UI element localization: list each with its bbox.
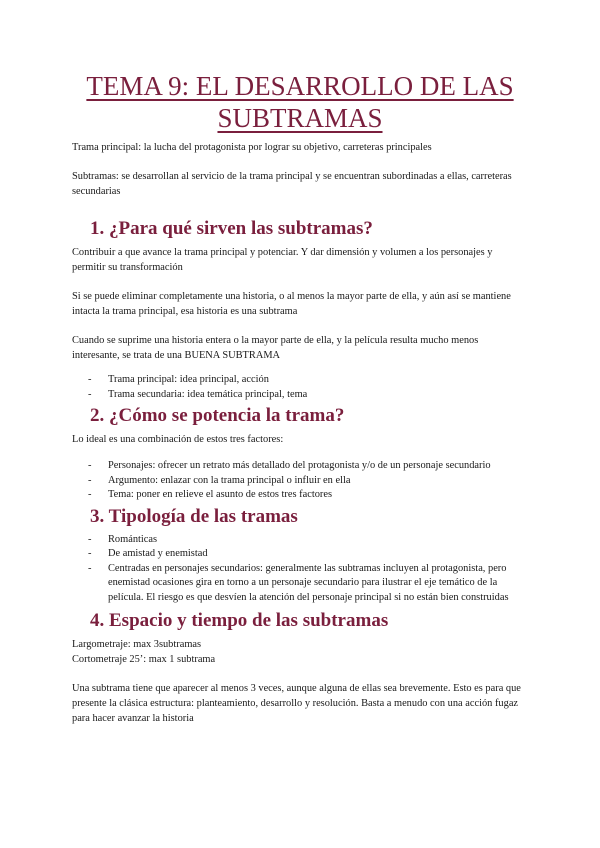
body-line: Cortometraje 25’: max 1 subtrama — [72, 654, 216, 665]
section-heading: 3. Tipología de las tramas — [90, 505, 298, 527]
section-heading: 1. ¿Para qué sirven las subtramas? — [90, 218, 373, 239]
list-item: - Tema: poner en relieve el asunto de estos tres factores — [88, 488, 528, 503]
intro-paragraph: Trama principal: la lucha del protagonista por lograr su objetivo, carreteras principales — [72, 142, 432, 153]
list-item: - Personajes: ofrecer un retrato más detallado del protagonista y/o de un personaje secundario — [88, 459, 528, 474]
list-item: - Centradas en personajes secundarios: generalmente las subtramas incluyen al protagonista, pero enemistad ocasiones gira en torno a un personaje secundario para ilustrar el eje temático de la película. El riesgo es que desvíen la atención del personaje principal si no están bien construidas — [88, 562, 528, 606]
list-item: - De amistad y enemistad — [88, 547, 528, 562]
bullet-list — [72, 459, 528, 503]
body-paragraph: Contribuir a que avance la trama principal y potenciar. Y dar dimensión y volumen a los personajes y permitir su transformación — [72, 247, 493, 273]
list-item: - Trama secundaria: idea temática principal, tema — [88, 388, 528, 403]
section-heading: 2. ¿Cómo se potencia la trama? — [90, 405, 345, 426]
bullet-list — [72, 533, 528, 606]
list-item: - Argumento: enlazar con la trama principal o influir en ella — [88, 474, 528, 489]
title-line-2: SUBTRAMAS — [217, 103, 383, 133]
body-paragraph: Cuando se suprime una historia entera o la mayor parte de ella, y la película resulta mucho menos interesante, se trata de una BUENA SUBTRAMA — [72, 335, 479, 361]
page-title — [72, 70, 528, 134]
body-paragraph: Si se puede eliminar completamente una historia, o al menos la mayor parte de ella, y aún así se mantiene intacta la trama principal, esa historia es una subtrama — [72, 291, 511, 317]
body-paragraph: Lo ideal es una combinación de estos tres factores: — [72, 434, 284, 445]
bullet-list — [72, 373, 528, 402]
body-line: Largometraje: max 3subtramas — [72, 639, 202, 650]
intro-paragraph: Subtramas: se desarrollan al servicio de la trama principal y se encuentran subordinadas a ellas, carreteras secundarias — [72, 171, 512, 197]
body-paragraph: Una subtrama tiene que aparecer al menos 3 veces, aunque alguna de ellas sea brevemente. Esto es para que presente la clásica estructura: planteamiento, desarrollo y resolución. Basta a menudo con una acción fugaz para hacer avanzar la historia — [72, 683, 521, 724]
title-line-1: TEMA 9: EL DESARROLLO DE LAS — [86, 71, 514, 101]
list-item: - Románticas — [88, 533, 528, 548]
section-heading: 4. Espacio y tiempo de las subtramas — [90, 610, 389, 631]
list-item: - Trama principal: idea principal, acción — [88, 373, 528, 388]
